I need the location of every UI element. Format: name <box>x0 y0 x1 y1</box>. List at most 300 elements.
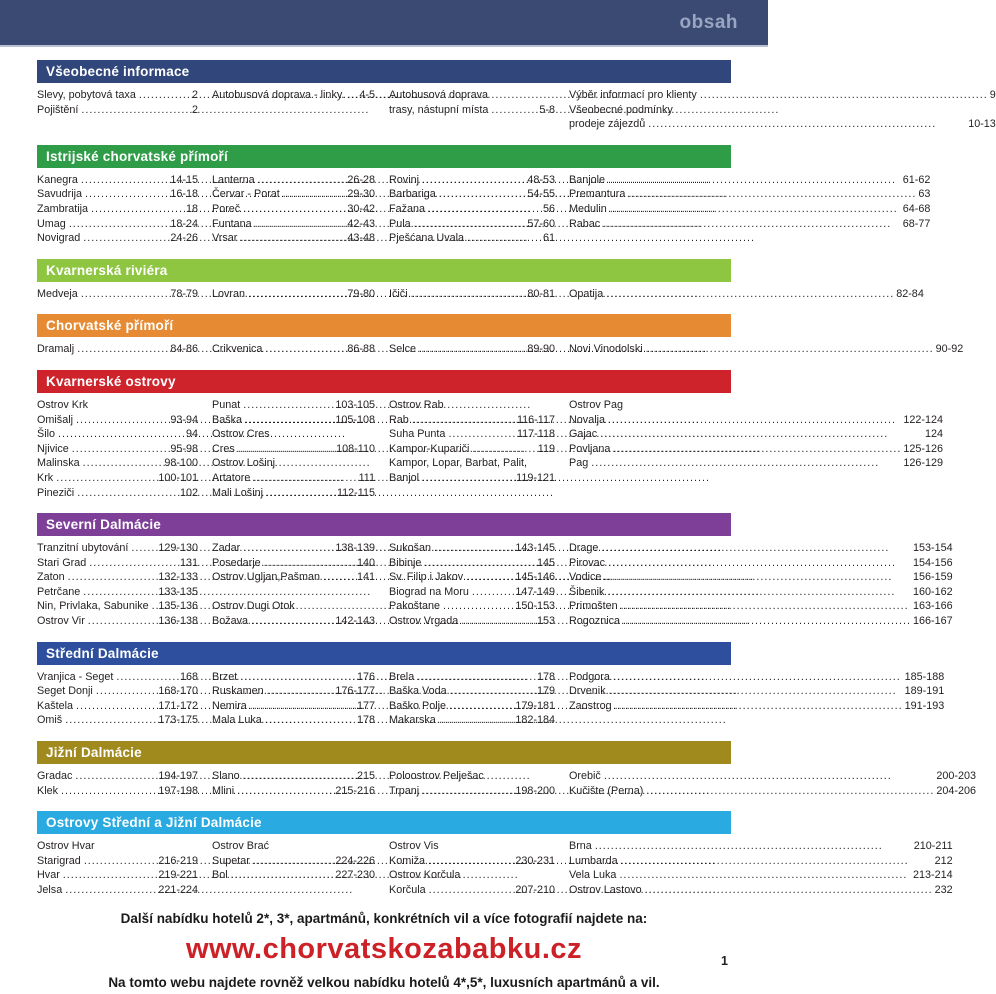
entry-page: 2 <box>191 89 198 101</box>
dot-leader <box>449 699 513 714</box>
section-header <box>37 741 731 764</box>
dot-leader <box>76 699 156 714</box>
entry-page: 64-68 <box>902 202 931 215</box>
dot-leader <box>613 442 901 457</box>
entry-page: 80-81 <box>527 287 555 300</box>
entry-page: 143-145 <box>515 542 555 555</box>
entry-label: Nin, Privlaka, Sabunike <box>37 600 149 613</box>
toc-entry <box>212 868 375 883</box>
entry-label: Krk <box>37 471 54 484</box>
entry-label: Primošten <box>569 600 618 613</box>
entry-label: Fažana <box>389 202 426 215</box>
section-header <box>37 314 731 337</box>
dot-leader <box>619 868 911 883</box>
entry-page: 42-43 <box>347 217 375 230</box>
toc-entry <box>569 342 963 357</box>
toc-column <box>212 342 375 357</box>
entry-label: Kampor, Lopar, Barbat, Palit, <box>389 457 528 470</box>
toc-entry <box>389 556 555 571</box>
toc-entry <box>569 839 953 854</box>
section-title: Střední Dalmácie <box>46 645 159 661</box>
entry-page: 105-108 <box>335 413 375 426</box>
toc-entry <box>37 398 198 413</box>
dot-leader <box>245 413 333 428</box>
toc-entry <box>569 585 953 600</box>
entry-label: Kanegra <box>37 173 78 186</box>
entry-page: 215-216 <box>335 784 375 797</box>
section-header <box>37 259 731 282</box>
toc-entry <box>212 684 375 699</box>
toc-entry <box>212 173 375 188</box>
toc-entry <box>389 541 555 556</box>
entry-label: Poreč <box>212 202 241 215</box>
entry-label: Ostrov Rab <box>389 398 444 411</box>
entry-page: 10-13 <box>968 118 996 131</box>
entry-page: 119-121 <box>516 471 555 484</box>
entry-page: 219-221 <box>158 869 198 882</box>
toc-column <box>37 541 198 629</box>
toc-entry <box>37 769 198 784</box>
entry-page: 84-86 <box>170 343 198 356</box>
toc-column <box>389 839 555 897</box>
entry-label: Ostrov Lošinj <box>212 457 276 470</box>
toc-entry <box>37 342 198 357</box>
toc-entry <box>569 784 976 799</box>
dot-leader <box>83 456 163 471</box>
toc-entry <box>37 570 198 585</box>
entry-page: 171-172 <box>158 699 198 712</box>
toc-column <box>37 769 198 798</box>
entry-label: Selce <box>389 343 417 356</box>
entry-page: 215 <box>356 770 375 783</box>
toc-entry <box>569 88 996 103</box>
toc-entry <box>212 427 375 442</box>
entry-label: Baška <box>212 413 243 426</box>
dot-leader <box>615 699 903 714</box>
toc-column <box>37 342 198 357</box>
toc-column <box>389 88 555 132</box>
entry-label: Bol <box>212 869 228 882</box>
entry-page: 160-162 <box>913 585 953 598</box>
entry-page: 94 <box>185 428 198 441</box>
toc-entry <box>389 88 555 103</box>
entry-label: Petrčane <box>37 585 81 598</box>
toc-column <box>389 398 555 500</box>
dot-leader <box>85 187 168 202</box>
toc-column <box>212 173 375 246</box>
entry-page: 86-88 <box>347 343 375 356</box>
toc-entry <box>212 570 375 585</box>
entry-page: 16-18 <box>170 188 198 201</box>
entry-label: Všeobecné podmínky <box>569 103 673 116</box>
dot-leader <box>610 202 901 217</box>
entry-label: Njivice <box>37 442 69 455</box>
entry-label: Omiš <box>37 714 63 727</box>
toc-column <box>389 287 555 302</box>
entry-page: 48-53 <box>527 173 555 186</box>
entry-page: 125-126 <box>903 442 944 455</box>
dot-leader <box>628 187 916 202</box>
dot-leader <box>600 427 923 442</box>
entry-page: 197-198 <box>158 784 198 797</box>
entry-label: Ostrov Hvar <box>37 840 95 853</box>
entry-page: 100-101 <box>158 471 198 484</box>
dot-leader <box>243 398 333 413</box>
entry-label: Lanterna <box>212 173 255 186</box>
entry-label: trasy, nástupní místa <box>389 103 489 116</box>
dot-leader <box>84 854 157 869</box>
entry-label: Ostrov Ugljan,Pašman <box>212 571 321 584</box>
entry-label: Pag <box>569 457 589 470</box>
toc-entry <box>37 187 198 202</box>
dot-leader <box>591 456 901 471</box>
entry-label: Ruskamen <box>212 685 264 698</box>
dot-leader <box>265 342 345 357</box>
toc-entry <box>212 854 375 869</box>
entry-page: 90-92 <box>935 343 964 356</box>
dot-leader <box>68 570 157 585</box>
entry-label: Slano <box>212 770 240 783</box>
toc-column <box>37 839 198 897</box>
entry-page: 145-146 <box>515 571 555 584</box>
toc-column <box>389 173 555 246</box>
entry-page: 4-5 <box>359 89 375 101</box>
entry-label: Pojištění <box>37 103 79 116</box>
dot-leader <box>116 670 178 685</box>
dot-leader <box>58 427 184 442</box>
entry-page: 178 <box>356 714 375 727</box>
dot-leader <box>461 614 535 629</box>
toc-entry <box>212 456 375 471</box>
entry-label: Opatija <box>569 287 604 300</box>
toc-entry <box>37 868 198 883</box>
entry-label: Tranzitní ubytování <box>37 542 129 555</box>
dot-leader <box>608 173 901 188</box>
entry-label: Brna <box>569 840 592 853</box>
section-title: Chorvatské přímoří <box>46 318 174 334</box>
entry-label: Orebič <box>569 770 601 783</box>
entry-page: 207-210 <box>515 884 555 896</box>
toc-column <box>212 769 375 798</box>
dot-leader <box>621 599 911 614</box>
entry-page: 138-139 <box>335 542 375 555</box>
dot-leader <box>443 599 513 614</box>
toc-entry <box>569 769 976 784</box>
page-number: 1 <box>721 954 728 968</box>
toc-entry <box>569 202 930 217</box>
dot-leader <box>608 556 911 571</box>
entry-page: 5-8 <box>539 103 555 116</box>
entry-label: Bibinje <box>389 556 422 569</box>
entry-page: 168-170 <box>158 685 198 698</box>
toc-entry <box>569 117 996 132</box>
footer-note-bottom: Na tomto webu najdete rovněž velkou nabídku hotelů 4*,5*, luxusních apartmánů a vil. <box>108 974 660 990</box>
toc-entry <box>569 287 924 302</box>
entry-label: Seget Donji <box>37 685 93 698</box>
entry-page: 18 <box>185 202 198 215</box>
entry-page: 154-156 <box>913 556 953 569</box>
entry-page: 116-117 <box>516 413 555 426</box>
toc-column <box>212 88 375 132</box>
entry-page: 173-175 <box>158 714 198 727</box>
entry-label: Sukošan <box>389 542 432 555</box>
dot-leader <box>240 231 345 246</box>
dot-leader <box>131 541 156 556</box>
entry-page: 140 <box>356 556 375 569</box>
entry-page: 95-98 <box>170 442 198 455</box>
entry-page: 232 <box>934 884 953 896</box>
dot-leader <box>77 342 168 357</box>
dot-leader <box>448 427 515 442</box>
entry-label: Ostrov Krk <box>37 398 88 411</box>
entry-page: 26-28 <box>347 173 375 186</box>
toc-entry <box>37 541 198 556</box>
dot-leader <box>238 442 334 457</box>
toc-entry <box>389 413 555 428</box>
dot-leader <box>253 854 334 869</box>
entry-label: Pineziči <box>37 486 75 499</box>
toc-entry <box>389 585 555 600</box>
toc-column <box>569 769 976 798</box>
dot-leader <box>604 769 935 784</box>
section-ostrovy-stredni-a-jizni-dalmacie <box>37 811 953 897</box>
entry-page: 117-118 <box>516 428 555 441</box>
entry-label: Makarska <box>389 714 436 727</box>
toc-entry <box>37 173 198 188</box>
entry-page: 43-48 <box>347 232 375 245</box>
entry-label: Ostrov Vis <box>389 840 439 853</box>
entry-label: Rovinj <box>389 173 420 186</box>
entry-label: Mlini <box>212 784 235 797</box>
entry-label: Klek <box>37 784 59 797</box>
toc-column <box>389 342 555 357</box>
dot-leader <box>428 202 541 217</box>
entry-page: 182-184 <box>515 714 555 727</box>
dot-leader <box>411 287 526 302</box>
entry-page: 82-84 <box>896 287 924 300</box>
toc-entry <box>389 231 555 246</box>
entry-page: 68-77 <box>902 217 931 230</box>
toc-entry <box>569 670 944 685</box>
dot-leader <box>646 342 934 357</box>
entry-label: Ičiči <box>389 287 408 300</box>
dot-leader <box>450 684 535 699</box>
entry-page: 168 <box>179 670 198 683</box>
dot-leader <box>621 854 933 869</box>
dot-leader <box>65 883 156 898</box>
toc-entry <box>569 614 953 629</box>
entry-page: 221-224 <box>158 884 198 896</box>
entry-label: Korčula <box>389 884 426 896</box>
toc-column <box>37 287 198 302</box>
toc-entry <box>389 398 555 413</box>
entry-label: Ostrov Vir <box>37 615 85 628</box>
entry-label: Ostrov Lastovo <box>569 884 642 896</box>
entry-page: 179 <box>536 685 555 698</box>
toc-entry <box>389 868 555 883</box>
entry-label: Pakoštane <box>389 600 441 613</box>
entry-page: 18-24 <box>170 217 198 230</box>
entry-label: Zambratija <box>37 202 89 215</box>
entry-label: Komiža <box>389 854 426 867</box>
dot-leader <box>646 784 934 799</box>
section-columns <box>37 536 953 629</box>
dot-leader <box>419 342 525 357</box>
entry-page: 2 <box>191 103 198 116</box>
entry-label: Autobusová doprava - linky. <box>212 89 345 101</box>
entry-label: Pirovac <box>569 556 606 569</box>
entry-label: Medveja <box>37 287 78 300</box>
entry-page: 14-15 <box>170 173 198 186</box>
entry-label: Vrsar <box>212 232 238 245</box>
section-columns <box>37 168 931 246</box>
entry-page: 224-226 <box>335 854 375 867</box>
toc-entry <box>37 684 198 699</box>
entry-label: Novalja <box>569 413 606 426</box>
entry-label: Funtana <box>212 217 252 230</box>
entry-label: Novi Vinodolski <box>569 343 643 356</box>
toc-entry <box>569 217 930 232</box>
dot-leader <box>56 471 156 486</box>
entry-page: 124 <box>925 428 944 441</box>
entry-label: Savudrija <box>37 188 83 201</box>
toc-column <box>212 287 375 302</box>
toc-entry <box>389 699 555 714</box>
toc-entry <box>212 769 375 784</box>
toc-column <box>569 541 953 629</box>
entry-page: 185-188 <box>904 670 945 683</box>
entry-page: 189-191 <box>904 685 945 698</box>
toc-entry <box>569 103 996 118</box>
entry-label: Banjol <box>389 471 420 484</box>
toc-entry <box>212 839 375 854</box>
entry-page: 230-231 <box>515 854 555 867</box>
entry-label: Vela Luka <box>569 869 617 882</box>
entry-label: Ostrov Dugi Otok <box>212 600 295 613</box>
entry-label: Ostrov Vrgada <box>389 615 459 628</box>
entry-page: 141 <box>356 571 375 584</box>
dot-leader <box>323 570 355 585</box>
dot-leader <box>595 839 912 854</box>
entry-page: 176-177 <box>335 685 375 698</box>
toc-entry <box>37 486 198 501</box>
section-severni-dalmacie <box>37 513 953 629</box>
dot-leader <box>613 670 903 685</box>
section-jizni-dalmacie <box>37 741 977 798</box>
entry-label: Banjole <box>569 173 606 186</box>
dot-leader <box>240 670 355 685</box>
toc-entry <box>37 456 198 471</box>
entry-label: Rabac <box>569 217 601 230</box>
toc-entry <box>569 456 943 471</box>
entry-label: Božava <box>212 615 249 628</box>
toc-entry <box>212 784 375 799</box>
entry-page: 56 <box>542 202 555 215</box>
toc-entry <box>37 471 198 486</box>
entry-label: Pješćana Uvala <box>389 232 465 245</box>
entry-label: Poloostrov Pelješac <box>389 770 484 783</box>
entry-page: 54-55 <box>527 188 555 201</box>
toc-entry <box>389 684 555 699</box>
toc-entry <box>389 883 555 898</box>
section-columns <box>37 834 953 897</box>
entry-label: Sv. Filip i Jakov <box>389 571 464 584</box>
entry-label: Vranjica - Seget <box>37 670 114 683</box>
toc-content <box>37 60 996 990</box>
entry-page: 177 <box>356 699 375 712</box>
toc-entry <box>569 556 953 571</box>
entry-label: Červar - Porat <box>212 188 280 201</box>
section-header <box>37 145 731 168</box>
entry-label: Baška Voda <box>389 685 447 698</box>
dot-leader <box>152 599 157 614</box>
section-columns <box>37 665 945 728</box>
entry-label: Výběr informací pro klienty <box>569 89 697 101</box>
dot-leader <box>466 570 513 585</box>
entry-label: Posedarje <box>212 556 261 569</box>
entry-label: Supetar <box>212 854 250 867</box>
dot-leader <box>412 413 515 428</box>
section-header <box>37 513 731 536</box>
toc-entry <box>569 173 930 188</box>
entry-page: 213-214 <box>913 869 953 882</box>
toc-column <box>569 839 953 897</box>
toc-entry <box>389 217 555 232</box>
section-chorvatske-primori <box>37 314 964 357</box>
dot-leader <box>76 413 168 428</box>
section-header <box>37 370 731 393</box>
entry-page: 57-60 <box>527 217 555 230</box>
toc-entry <box>37 699 198 714</box>
toc-column <box>569 173 930 246</box>
dot-leader <box>648 117 966 132</box>
toc-entry <box>569 541 953 556</box>
toc-column <box>37 398 198 500</box>
entry-label: Biograd na Moru <box>389 585 469 598</box>
dot-leader <box>65 713 156 728</box>
toc-entry <box>569 427 943 442</box>
section-columns <box>37 337 964 357</box>
toc-entry <box>389 784 555 799</box>
dot-leader <box>429 883 514 898</box>
entry-label: Slevy, pobytová taxa <box>37 89 136 101</box>
entry-label: Jelsa <box>37 884 63 896</box>
section-kvarnerska-riviera <box>37 259 924 302</box>
toc-column <box>569 342 963 357</box>
toc-column <box>569 398 943 500</box>
entry-label: Rogoznica <box>569 615 621 628</box>
toc-column <box>569 670 944 728</box>
dot-leader <box>265 713 355 728</box>
section-header <box>37 642 731 665</box>
dot-leader <box>267 684 334 699</box>
entry-label: Povljana <box>569 442 611 455</box>
page-header-title: obsah <box>679 11 738 33</box>
entry-label: Zaostrog <box>569 699 612 712</box>
entry-page: 63 <box>918 188 931 201</box>
entry-page: 89-90 <box>527 343 555 356</box>
dot-leader <box>601 541 911 556</box>
dot-leader <box>83 585 156 600</box>
entry-page: 112-115 <box>336 486 375 499</box>
entry-label: Lovran <box>212 287 246 300</box>
entry-page: 176 <box>356 670 375 683</box>
toc-entry <box>389 103 555 118</box>
entry-label: Malinska <box>37 457 80 470</box>
entry-label: Gradac <box>37 770 73 783</box>
toc-entry <box>37 839 198 854</box>
toc-entry <box>569 699 944 714</box>
